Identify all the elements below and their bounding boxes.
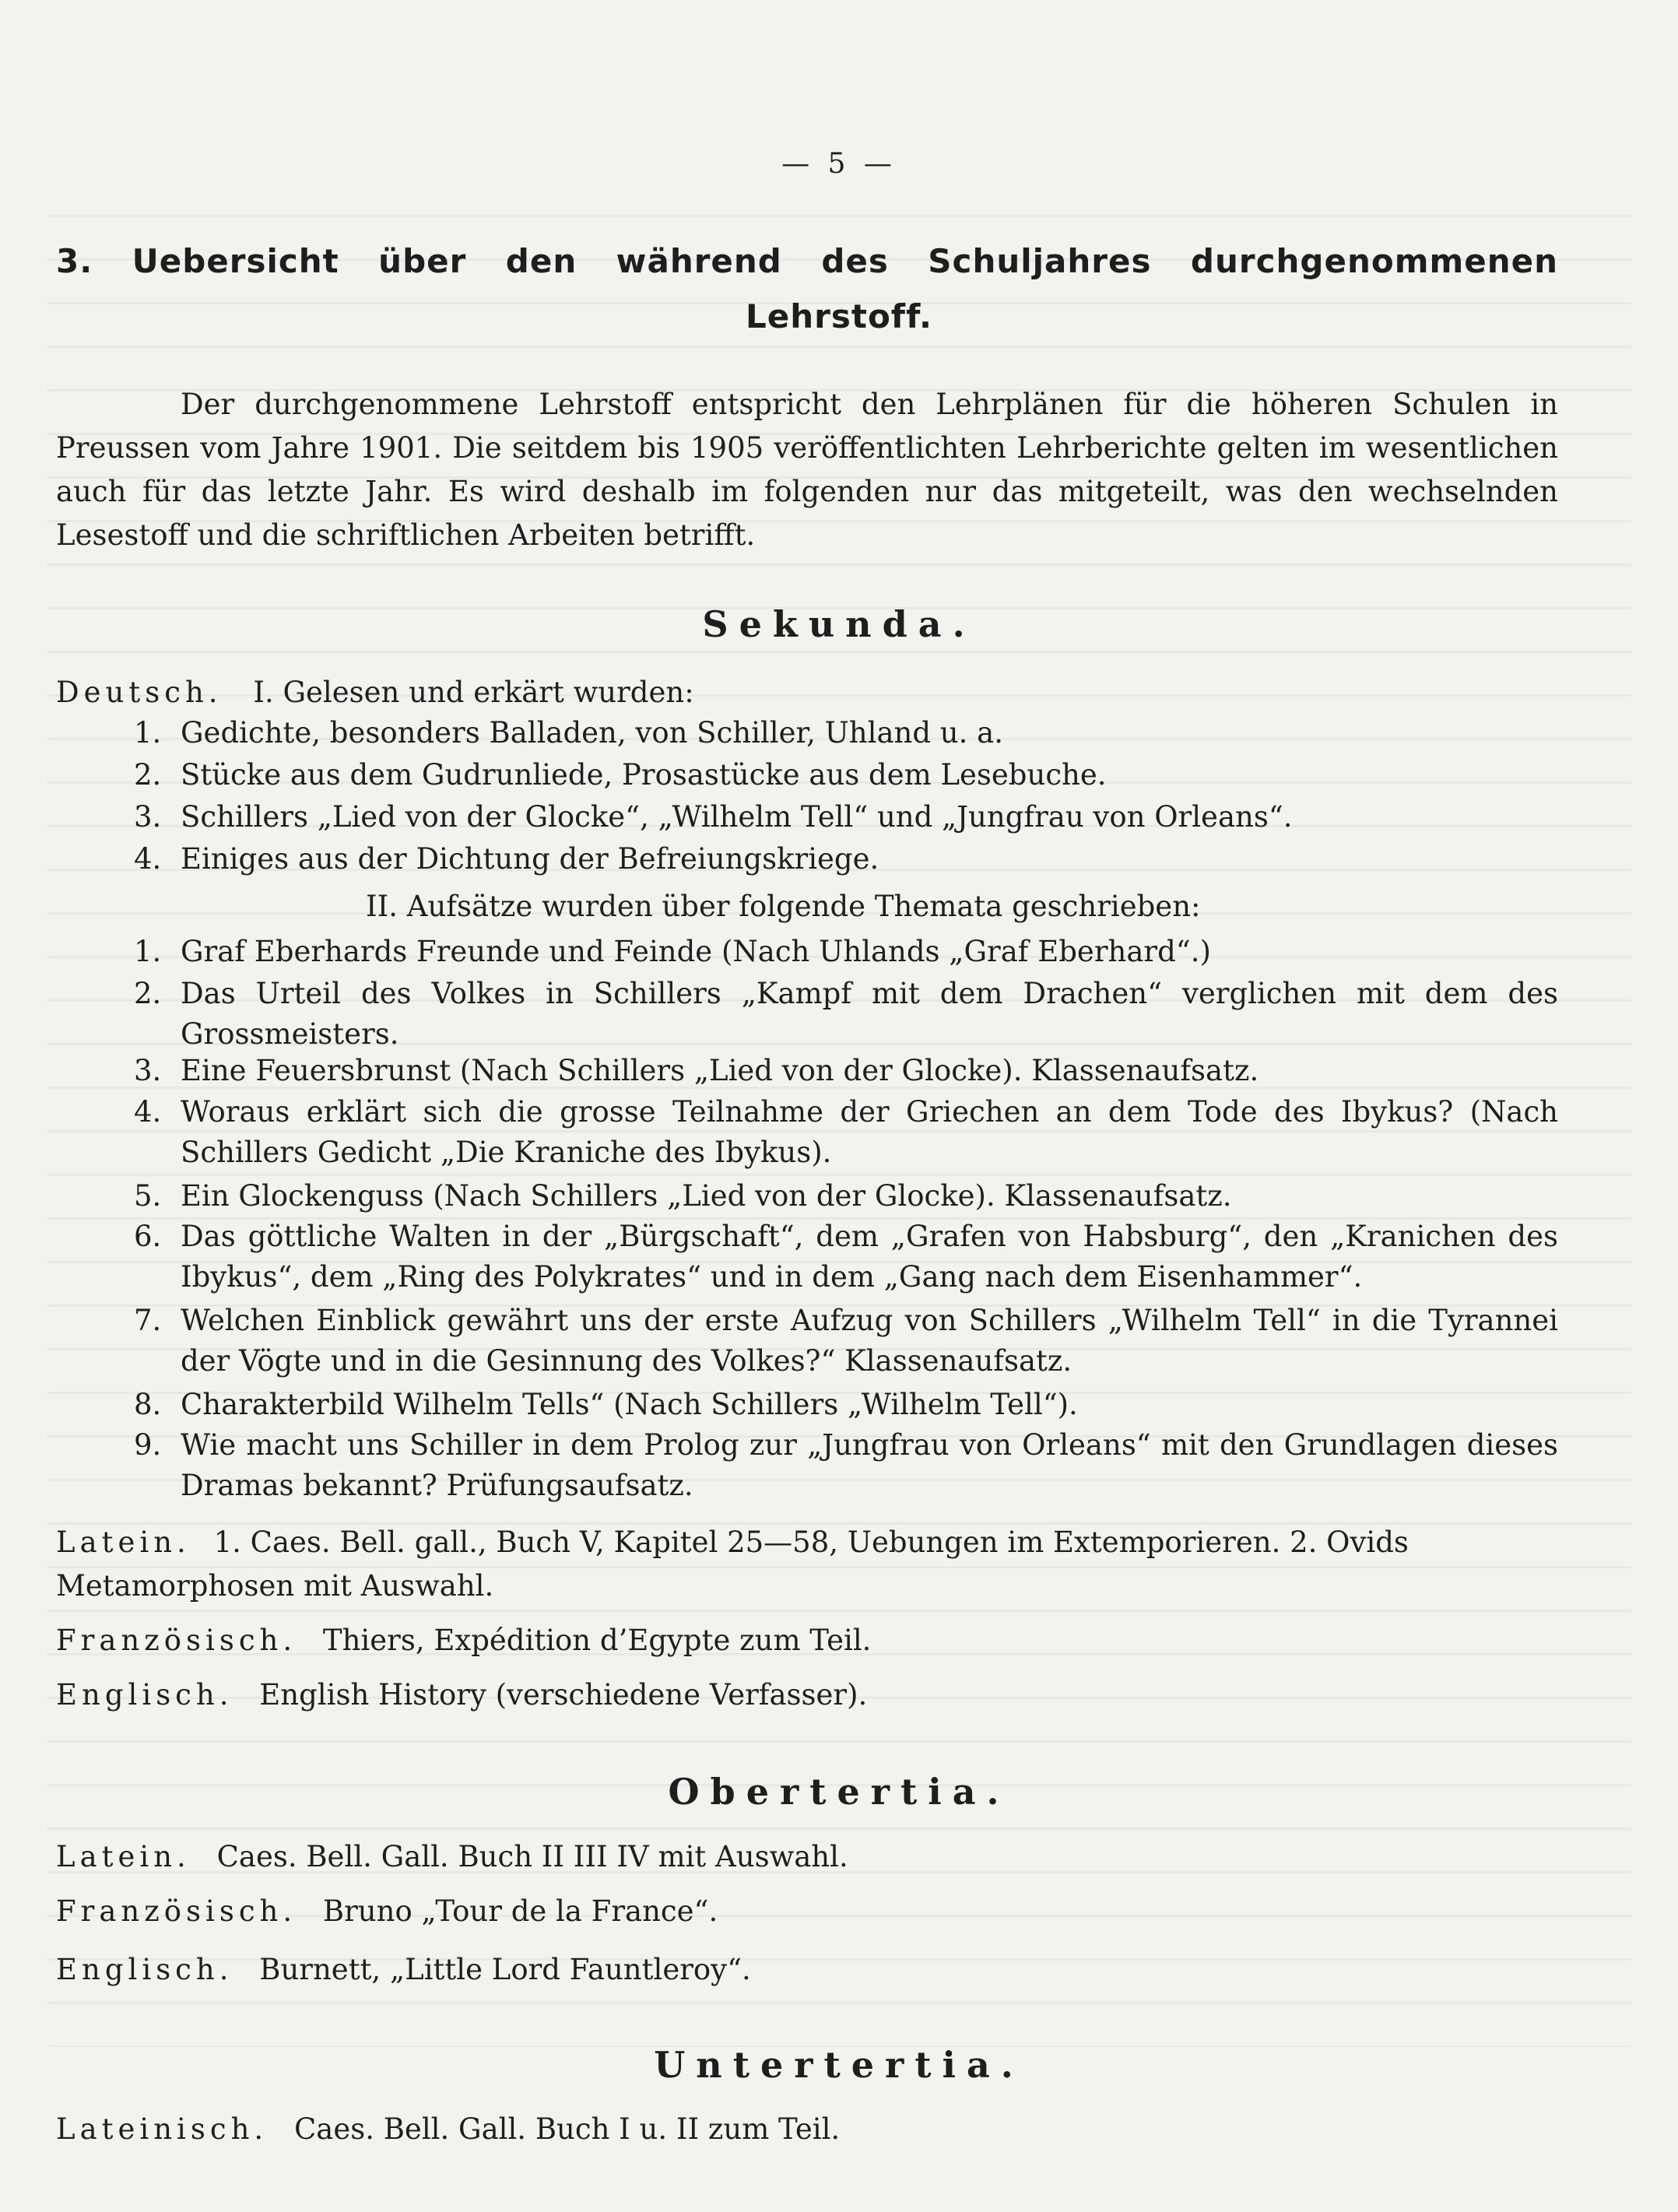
list-item xyxy=(134,839,1558,880)
item-text: Woraus erklärt sich die grosse Teilnahme der Griechen an dem Tode des Ibykus? (Nach Schillers Gedicht „Die Kraniche des Ibykus). xyxy=(181,1095,1558,1169)
subject-label: Französisch. xyxy=(56,1624,297,1657)
englisch-entry xyxy=(56,1677,867,1714)
list-item xyxy=(134,1301,1558,1382)
subject-text: Burnett, „Little Lord Fauntleroy“. xyxy=(259,1953,751,1986)
subject-label: Französisch. xyxy=(56,1894,297,1928)
list-item xyxy=(134,1425,1558,1506)
list-item xyxy=(134,1176,1558,1217)
item-text: Stücke aus dem Gudrunliede, Prosastücke aus dem Lesebuche. xyxy=(181,758,1107,792)
untertertia-title: Untertertia. xyxy=(654,2044,1024,2086)
section-heading: 3. Uebersicht über den während des Schuljahres durchgenommenen xyxy=(56,242,1558,280)
item-number: 7. xyxy=(134,1304,162,1337)
gelesen-heading: I. Gelesen und erkärt wurden: xyxy=(253,676,694,709)
intro-paragraph: Der durchgenommene Lehrstoff entspricht den Lehrplänen für die höheren Schulen in Preussen vom Jahre 1901. Die seitdem bis 1905 veröffentlichten Lehrberichte gelten im wesentlichen auch für das letzte Jahr. Es wird deshalb im folgenden nur das mitgeteilt, was den wechselnden Lesestoff und die schriftlichen Arbeiten betrifft. xyxy=(56,388,1558,552)
subject-label: Latein. xyxy=(56,1526,191,1559)
item-text: Eine Feuersbrunst (Nach Schillers „Lied von der Glocke). Klassenaufsatz. xyxy=(181,1054,1259,1087)
latein-entry xyxy=(56,1521,1558,1608)
list-item xyxy=(134,1051,1558,1091)
subject-text: Caes. Bell. Gall. Buch II III IV mit Auswahl. xyxy=(216,1840,848,1873)
subject-text: Thiers, Expédition d’Egypte zum Teil. xyxy=(322,1624,872,1657)
list-item xyxy=(134,755,1558,795)
subject-label: Englisch. xyxy=(56,1678,233,1712)
list-item xyxy=(134,1385,1558,1425)
item-number: 5. xyxy=(134,1179,162,1213)
item-text: Das göttliche Walten in der „Bürgschaft“, dem „Grafen von Habsburg“, den „Kranichen des Ibykus“, dem „Ring des Polykrates“ und in dem „Gang nach dem Eisenhammer“. xyxy=(181,1220,1558,1294)
item-number: 3. xyxy=(134,800,162,834)
item-number: 2. xyxy=(134,977,162,1010)
item-number: 4. xyxy=(134,1095,162,1129)
item-text: Gedichte, besonders Balladen, von Schiller, Uhland u. a. xyxy=(181,716,1003,750)
obertertia-franzoesisch-entry xyxy=(56,1893,718,1930)
item-number: 8. xyxy=(134,1388,162,1421)
subject-label: Deutsch. xyxy=(56,676,223,709)
subject-text: 1. Caes. Bell. gall., Buch V, Kapitel 25—58, Uebungen im Extemporieren. 2. Ovids Metamorphosen mit Auswahl. xyxy=(56,1526,1409,1603)
list-item xyxy=(134,974,1558,1055)
item-number: 4. xyxy=(134,842,162,876)
item-number: 3. xyxy=(134,1054,162,1087)
item-text: Wie macht uns Schiller in dem Prolog zur „Jungfrau von Orleans“ mit den Grundlagen dieses Dramas bekannt? Prüfungsaufsatz. xyxy=(181,1428,1558,1502)
subject-text: Bruno „Tour de la France“. xyxy=(322,1894,718,1928)
subject-text: English History (verschiedene Verfasser). xyxy=(259,1678,868,1712)
item-text: Charakterbild Wilhelm Tells“ (Nach Schillers „Wilhelm Tell“). xyxy=(181,1388,1078,1421)
aufsaetze-heading: II. Aufsätze wurden über folgende Themata geschrieben: xyxy=(366,890,1201,923)
item-text: Ein Glockenguss (Nach Schillers „Lied von der Glocke). Klassenaufsatz. xyxy=(181,1179,1232,1213)
subject-label: Latein. xyxy=(56,1840,191,1873)
item-number: 9. xyxy=(134,1428,162,1462)
obertertia-englisch-entry xyxy=(56,1951,751,1989)
item-text: Welchen Einblick gewährt uns der erste Aufzug von Schillers „Wilhelm Tell“ in die Tyrannei der Vögte und in die Gesinnung des Volkes?“ Klassenaufsatz. xyxy=(181,1304,1558,1378)
list-item xyxy=(134,1092,1558,1173)
sekunda-title: Sekunda. xyxy=(702,603,976,645)
section-heading-continued: Lehrstoff. xyxy=(746,297,932,335)
item-text: Graf Eberhards Freunde und Feinde (Nach Uhlands „Graf Eberhard“.) xyxy=(181,935,1211,968)
item-text: Einiges aus der Dichtung der Befreiungskriege. xyxy=(181,842,879,876)
subject-label: Lateinisch. xyxy=(56,2112,269,2146)
item-text: Das Urteil des Volkes in Schillers „Kampf mit dem Drachen“ verglichen mit dem des Grossmeisters. xyxy=(181,977,1558,1051)
subject-text: Caes. Bell. Gall. Buch I u. II zum Teil. xyxy=(293,2112,841,2146)
list-item xyxy=(134,713,1558,753)
untertertia-lateinisch-entry xyxy=(56,2111,840,2148)
obertertia-latein-entry xyxy=(56,1838,848,1876)
page-number: — 5 — xyxy=(781,148,897,180)
item-number: 1. xyxy=(134,935,162,968)
item-number: 2. xyxy=(134,758,162,792)
item-number: 6. xyxy=(134,1220,162,1253)
list-item xyxy=(134,1217,1558,1297)
subject-label: Englisch. xyxy=(56,1953,233,1986)
obertertia-title: Obertertia. xyxy=(668,1771,1010,1813)
item-number: 1. xyxy=(134,716,162,750)
list-item xyxy=(134,797,1558,837)
deutsch-line xyxy=(56,674,694,711)
franzoesisch-entry xyxy=(56,1622,871,1659)
item-text: Schillers „Lied von der Glocke“, „Wilhelm Tell“ und „Jungfrau von Orleans“. xyxy=(181,800,1293,834)
list-item xyxy=(134,932,1558,972)
